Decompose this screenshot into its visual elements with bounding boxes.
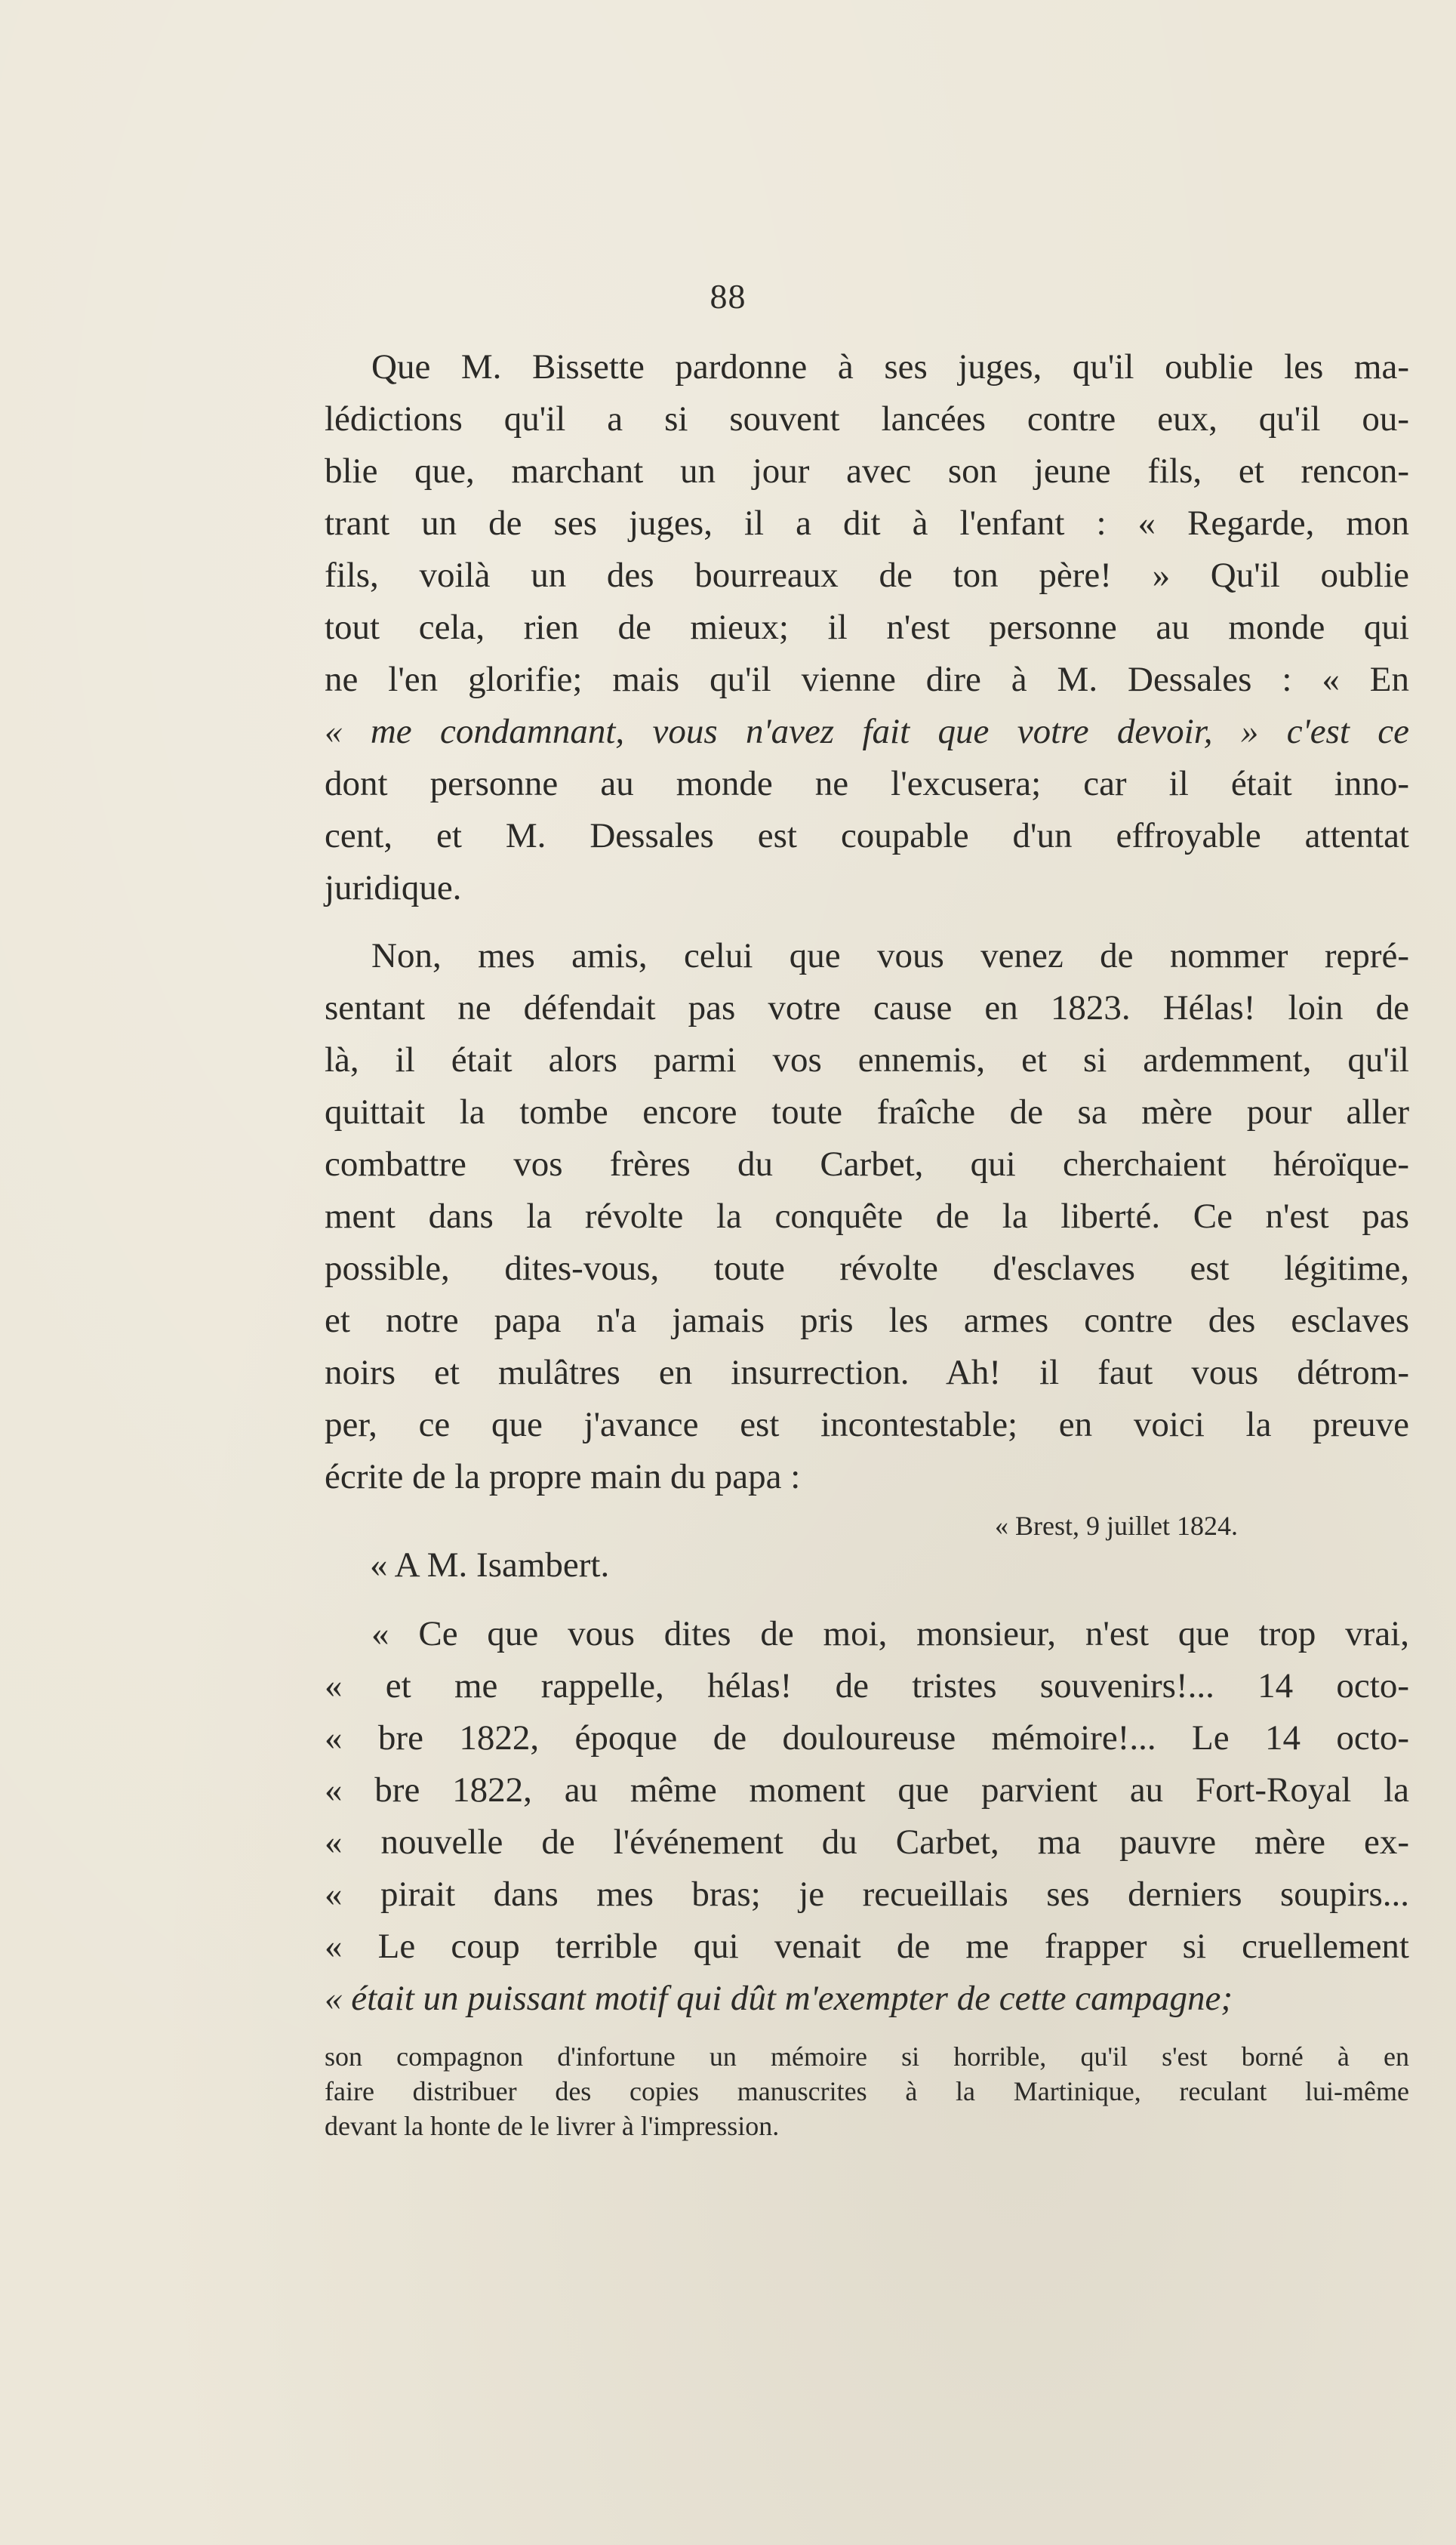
- text-line: quittait la tombe encore toute fraîche de sa mère pour aller: [325, 1092, 1409, 1132]
- paragraph-2: [325, 930, 1409, 1503]
- text-line: lédictions qu'il a si souvent lancées contre eux, qu'il ou-: [325, 399, 1409, 439]
- paragraph-1: [325, 341, 1409, 914]
- text-line: sentant ne défendait pas votre cause en 1823. Hélas! loin de: [325, 988, 1409, 1028]
- letter-line: « et me rappelle, hélas! de tristes souvenirs!... 14 octo-: [325, 1666, 1409, 1705]
- text-line: fils, voilà un des bourreaux de ton père! » Qu'il oublie: [325, 556, 1409, 595]
- text-line: écrite de la propre main du papa :: [325, 1457, 801, 1496]
- text-line: Que M. Bissette pardonne à ses juges, qu'il oublie les ma-: [371, 347, 1409, 387]
- text-line: possible, dites-vous, toute révolte d'esclaves est légitime,: [325, 1249, 1409, 1288]
- letter-line-italic: « était un puissant motif qui dût m'exempter de cette campagne;: [325, 1979, 1233, 2018]
- text-line: per, ce que j'avance est incontestable; en voici la preuve: [325, 1405, 1409, 1444]
- text-line: tout cela, rien de mieux; il n'est personne au monde qui: [325, 608, 1409, 647]
- page-number: 88: [710, 277, 746, 316]
- text-line: noirs et mulâtres en insurrection. Ah! il faut vous détrom-: [325, 1353, 1409, 1392]
- text-line: dont personne au monde ne l'excusera; car il était inno-: [325, 764, 1409, 803]
- text-line: ment dans la révolte la conquête de la liberté. Ce n'est pas: [325, 1197, 1409, 1236]
- letter-line: « bre 1822, époque de douloureuse mémoire!... Le 14 octo-: [325, 1718, 1409, 1758]
- text-line: cent, et M. Dessales est coupable d'un effroyable attentat: [325, 816, 1409, 855]
- letter-salutation: « A M. Isambert.: [370, 1545, 610, 1585]
- footnote-line: devant la honte de le livrer à l'impression.: [325, 2111, 780, 2141]
- letter-line: « pirait dans mes bras; je recueillais ses derniers soupirs...: [325, 1875, 1409, 1914]
- text-line: combattre vos frères du Carbet, qui cherchaient héroïque-: [325, 1145, 1409, 1184]
- text-line: là, il était alors parmi vos ennemis, et si ardemment, qu'il: [325, 1040, 1409, 1080]
- text-line: juridique.: [325, 868, 462, 907]
- quoted-letter: [325, 1608, 1409, 2025]
- text-line-italic-quote: « me condamnant, vous n'avez fait que votre devoir, » c'est ce: [325, 712, 1409, 751]
- letter-line: « nouvelle de l'événement du Carbet, ma pauvre mère ex-: [325, 1822, 1409, 1862]
- text-line: et notre papa n'a jamais pris les armes contre des esclaves: [325, 1301, 1409, 1340]
- text-line: Non, mes amis, celui que vous venez de nommer repré-: [371, 936, 1409, 975]
- text-line: trant un de ses juges, il a dit à l'enfant : « Regarde, mon: [325, 504, 1409, 543]
- footnote: [325, 2039, 1409, 2143]
- footnote-line: faire distribuer des copies manuscrites à la Martinique, reculant lui-même: [325, 2076, 1409, 2106]
- text-line: ne l'en glorifie; mais qu'il vienne dire à M. Dessales : « En: [325, 660, 1409, 699]
- text-line: blie que, marchant un jour avec son jeune fils, et rencon-: [325, 451, 1409, 491]
- letter-line: « Le coup terrible qui venait de me frapper si cruellement: [325, 1927, 1409, 1966]
- letter-line: « bre 1822, au même moment que parvient au Fort-Royal la: [325, 1770, 1409, 1810]
- footnote-line: son compagnon d'infortune un mémoire si horrible, qu'il s'est borné à en: [325, 2041, 1409, 2072]
- letter-line: « Ce que vous dites de moi, monsieur, n'est que trop vrai,: [371, 1614, 1409, 1653]
- letter-date: « Brest, 9 juillet 1824.: [995, 1511, 1238, 1541]
